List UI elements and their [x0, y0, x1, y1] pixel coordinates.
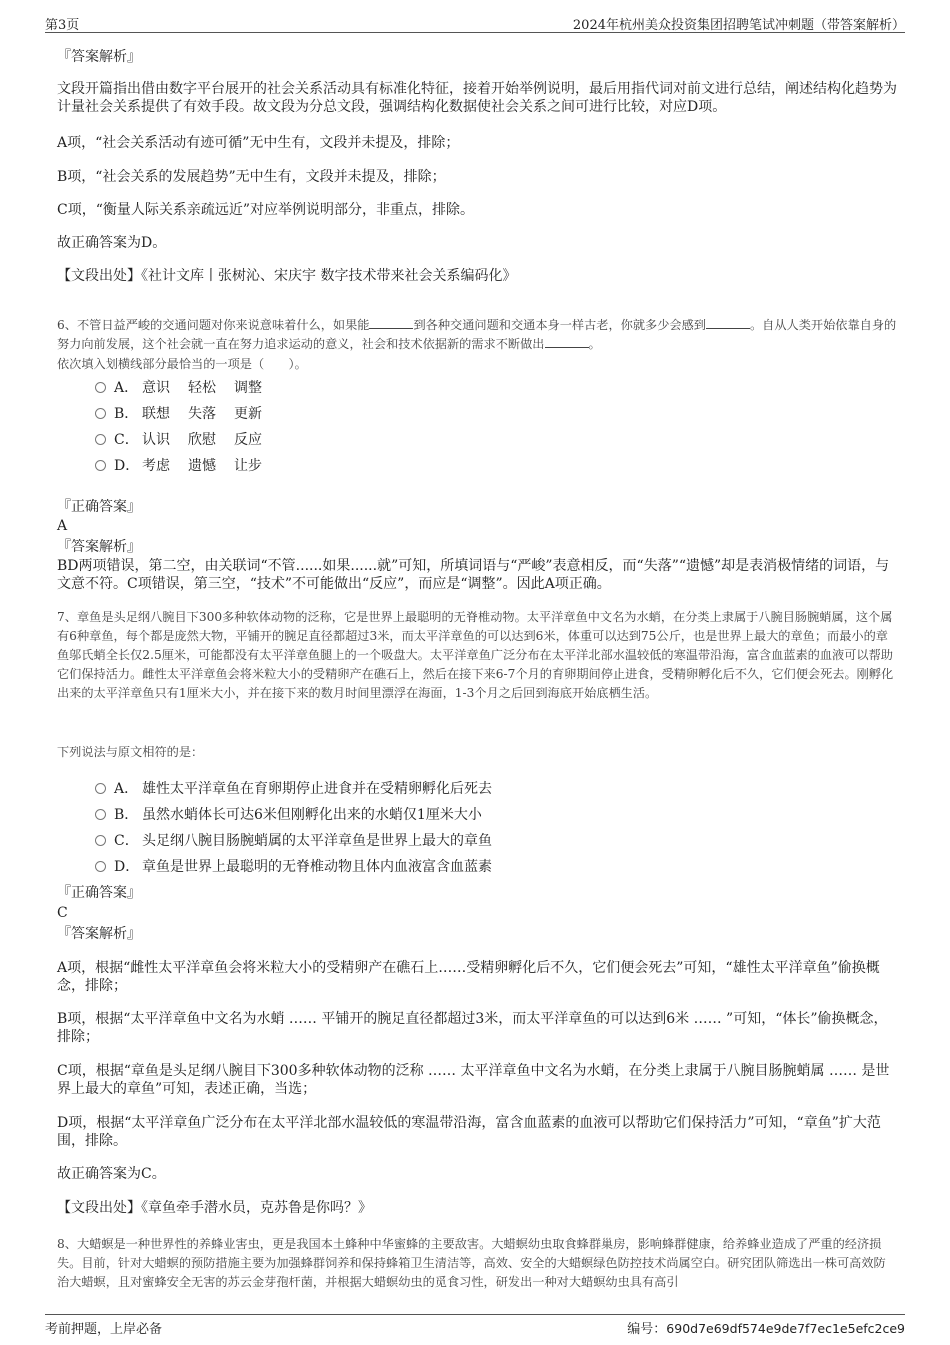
q7-source: 【文段出处】《章鱼牵手潜水员，克苏鲁是你吗？》 [57, 1200, 372, 1216]
blank-line [369, 316, 413, 329]
q7-option-c[interactable]: C． 头足纲八腕目肠腕蛸属的太平洋章鱼是世界上最大的章鱼 [95, 832, 492, 850]
page-footer [45, 1314, 905, 1335]
q7-prompt: 下列说法与原文相符的是： [57, 745, 204, 759]
q8-stem: 8、大蜡螟是一种世界性的养蜂业害虫，更是我国本土蜂种中华蜜蜂的主要敌害。大蜡螟幼虫取食蜂群巢房，影响蜂群健康，给养蜂业造成了严重的经济损失。目前，针对大蜡螟的预防措施主要为加强蜂群饲养和保持蜂箱卫生清洁等，高效、安全的大蜡螟绿色防控技术尚属空白。研究团队筛选出一株可高效防治大蜡螟，且对蜜蜂安全无害的苏云金芽孢杆菌，并根据大蜡螟幼虫的觅食习性，研发出一种对大蜡螟幼虫具有高引 [57, 1237, 886, 1289]
q5-analysis-label: 『答案解析』 [57, 49, 141, 65]
q6-analysis-text: BD两项错误，第二空，由关联词“不管......如果......就”可知，所填词语与“严峻”表意相反，而“失落”“遗憾”却是表消极情绪的词语，与文意不符。C项错误，第三空，“技术”不可能做出“反应”，而应是“调整”。因此A项正确。 [57, 558, 890, 592]
footer-slogan: 考前押题，上岸必备 [45, 1322, 163, 1337]
q7-option-b-analysis: B项，根据“太平洋章鱼中文名为水蛸 …… 平铺开的腕足直径都超过3米，而太平洋章鱼的可以达到6米 …… ”可知，“体长”偷换概念，排除； [57, 1011, 888, 1045]
radio-button[interactable] [95, 861, 106, 872]
q7-option-d-analysis: D项，根据“太平洋章鱼广泛分布在太平洋北部水温较低的寒温带沿海，富含血蓝素的血液可以帮助它们保持活力”可知，“章鱼”扩大范围，排除。 [57, 1115, 881, 1149]
q6-option-d[interactable]: D． 考虑 遗憾 让步 [95, 457, 280, 475]
q7-option-d[interactable]: D． 章鱼是世界上最聪明的无脊椎动物且体内血液富含血蓝素 [95, 858, 492, 876]
radio-button[interactable] [95, 835, 106, 846]
q5-option-a-analysis: A项，“社会关系活动有迹可循”无中生有，文段并未提及，排除； [57, 135, 460, 151]
q7-correct-answer: C [57, 905, 68, 921]
radio-button[interactable] [95, 434, 106, 445]
q6-analysis-label: 『答案解析』 [57, 539, 141, 555]
q5-source: 【文段出处】《社计文库丨张树沁、宋庆宇 数字技术带来社会关系编码化》 [57, 268, 517, 284]
q7-stem: 7、章鱼是头足纲八腕目下300多种软体动物的泛称，它是世界上最聪明的无脊椎动物。太平洋章鱼中文名为水蛸，在分类上隶属于八腕目肠腕蛸属，这个属有6种章鱼，每个都是庞然大物，平铺开的腕足直径都超过3米，而太平洋章鱼的可以达到6米，体重可以达到75公斤，也是世界上最大的章鱼；而最小的章鱼邬氏蛸全长仅2.5厘米，可能都没有太平洋章鱼腿上的一个吸盘大。太平洋章鱼广泛分布在太平洋北部水温较低的寒温带沿海，富含血蓝素的血液可以帮助它们保持活力。雌性太平洋章鱼会将米粒大小的受精卵产在礁石上，然后在接下来6-7个月的育卵期间停止进食，受精卵孵化后不久，它们便会死去。刚孵化出来的太平洋章鱼只有1厘米大小，并在接下来的数月时间里漂浮在海面，1-3个月之后回到海底开始底栖生活。 [57, 610, 894, 700]
radio-button[interactable] [95, 382, 106, 393]
q7-conclusion: 故正确答案为C。 [57, 1166, 166, 1182]
q7-analysis-label: 『答案解析』 [57, 926, 141, 942]
q6-correct-answer: A [57, 518, 68, 534]
radio-button[interactable] [95, 809, 106, 820]
page-number: 第3页 [45, 18, 80, 33]
radio-button[interactable] [95, 408, 106, 419]
q5-conclusion: 故正确答案为D。 [57, 235, 167, 251]
q6-correct-label: 『正确答案』 [57, 499, 141, 515]
radio-button[interactable] [95, 460, 106, 471]
q6-option-b[interactable]: B． 联想 失落 更新 [95, 405, 280, 423]
q7-option-c-analysis: C项，根据“章鱼是头足纲八腕目下300多种软体动物的泛称 …… 太平洋章鱼中文名为水蛸，在分类上隶属于八腕目肠腕蛸属 …… 是世界上最大的章鱼”可知，表述正确，当选； [57, 1063, 890, 1097]
q6-stem: 6、不管日益严峻的交通问题对你来说意味着什么，如果能 到各种交通问题和交通本身一样古老，你就多少会感到 。自从人类开始依靠自身的努力向前发展，这个社会就一直在努力追求运动的意义，社会和技术依据新的需求不断做出 。 [57, 318, 897, 351]
q6-option-a[interactable]: A． 意识 轻松 调整 [95, 379, 280, 397]
q5-analysis-text: 文段开篇指出借由数字平台展开的社会关系活动具有标准化特征，接着开始举例说明，最后用指代词对前文进行总结，阐述结构化趋势为计量社会关系提供了有效手段。故文段为分总文段，强调结构化数据使社会关系之间可进行比较，对应D项。 [57, 81, 897, 115]
q6-prompt: 依次填入划横线部分最恰当的一项是（ ）。 [57, 357, 307, 371]
q7-correct-label: 『正确答案』 [57, 885, 141, 901]
document-title: 2024年杭州美众投资集团招聘笔试冲刺题（带答案解析） [572, 18, 905, 33]
document-code: 编号：690d7e69df574e9de7f7ec1e5efc2ce9 [627, 1321, 905, 1337]
blank-line [706, 316, 750, 329]
radio-button[interactable] [95, 783, 106, 794]
blank-line [545, 335, 589, 348]
q6-option-c[interactable]: C． 认识 欣慰 反应 [95, 431, 280, 449]
q5-option-c-analysis: C项，“衡量人际关系亲疏远近”对应举例说明部分，非重点，排除。 [57, 202, 475, 218]
q7-option-b[interactable]: B． 虽然水蛸体长可达6米但刚孵化出来的水蛸仅1厘米大小 [95, 806, 482, 824]
q7-option-a[interactable]: A． 雄性太平洋章鱼在育卵期停止进食并在受精卵孵化后死去 [95, 780, 492, 798]
q5-option-b-analysis: B项，“社会关系的发展趋势”无中生有，文段并未提及，排除； [57, 169, 446, 185]
q7-option-a-analysis: A项，根据“雌性太平洋章鱼会将米粒大小的受精卵产在礁石上……受精卵孵化后不久，它们便会死去”可知，“雄性太平洋章鱼”偷换概念，排除； [57, 960, 880, 994]
page-header [45, 12, 905, 33]
